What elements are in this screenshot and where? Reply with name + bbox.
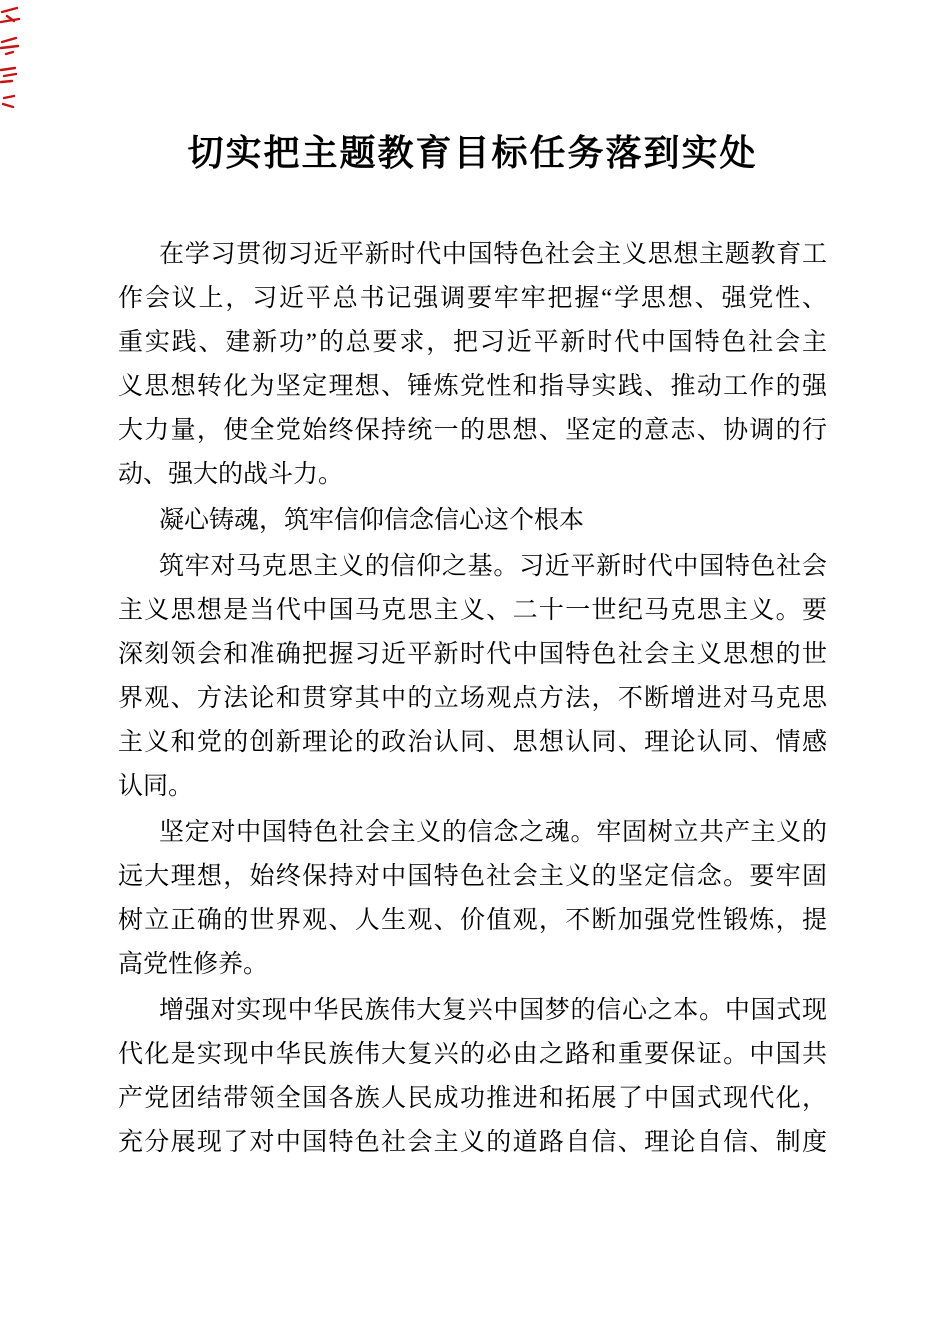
- paragraph: [118, 989, 827, 1165]
- red-edge-marks: [0, 4, 30, 114]
- text-line: 主义和党的创新理论的政治认同、思想认同、理论认同、情感: [118, 729, 827, 756]
- text-line: 高党性修养。: [118, 951, 269, 978]
- text-line: 重实践、建新功”的总要求，把习近平新时代中国特色社会主: [118, 329, 827, 356]
- text-line: 深刻领会和准确把握习近平新时代中国特色社会主义思想的世: [118, 641, 827, 668]
- document-body: [118, 0, 827, 1165]
- paragraph: [118, 545, 827, 809]
- text-line: 凝心铸魂，筑牢信仰信念信心这个根本: [159, 507, 585, 534]
- paragraph: [118, 811, 827, 987]
- text-line: 作会议上，习近平总书记强调要牢牢把握“学思想、强党性、: [118, 285, 827, 312]
- text-line: 大力量，使全党始终保持统一的思想、坚定的意志、协调的行: [118, 417, 827, 444]
- page-title: 切实把主题教育目标任务落到实处: [187, 133, 758, 173]
- text-line: 主义思想是当代中国马克思主义、二十一世纪马克思主义。要: [118, 597, 827, 624]
- section-subheading: [118, 499, 827, 543]
- text-line: 树立正确的世界观、人生观、价值观，不断加强党性锻炼，提: [118, 907, 827, 934]
- text-line: 产党团结带领全国各族人民成功推进和拓展了中国式现代化，: [118, 1085, 827, 1112]
- text-line: 义思想转化为坚定理想、锤炼党性和指导实践、推动工作的强: [118, 373, 827, 400]
- text-line: 在学习贯彻习近平新时代中国特色社会主义思想主题教育工: [159, 241, 827, 268]
- text-line: 筑牢对马克思主义的信仰之基。习近平新时代中国特色社会: [159, 553, 827, 580]
- text-line: 界观、方法论和贯穿其中的立场观点方法，不断增进对马克思: [118, 685, 827, 712]
- text-line: 充分展现了对中国特色社会主义的道路自信、理论自信、制度: [118, 1129, 827, 1156]
- text-line: 坚定对中国特色社会主义的信念之魂。牢固树立共产主义的: [159, 819, 827, 846]
- text-line: 远大理想，始终保持对中国特色社会主义的坚定信念。要牢固: [118, 863, 827, 890]
- paragraph: [118, 233, 827, 497]
- text-line: 增强对实现中华民族伟大复兴中国梦的信心之本。中国式现: [159, 997, 827, 1024]
- text-line: 动、强大的战斗力。: [118, 461, 344, 488]
- paragraphs-container: [118, 233, 827, 1165]
- text-line: 认同。: [118, 773, 194, 800]
- text-line: 代化是实现中华民族伟大复兴的必由之路和重要保证。中国共: [118, 1041, 827, 1068]
